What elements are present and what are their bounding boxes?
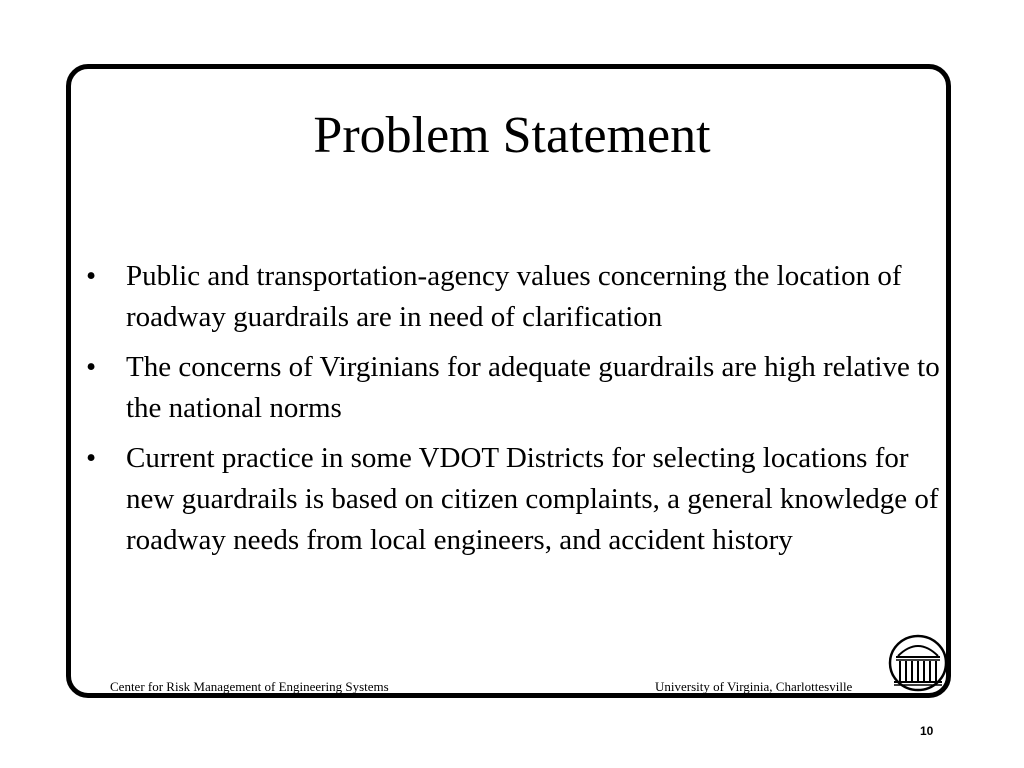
bullet-text: Current practice in some VDOT Districts for selecting locations for new guardrails is based on citizen complaints, a general knowledge of roadway needs from local engineers, and accident history (126, 442, 939, 556)
footer-university: University of Virginia, Charlottesville (655, 679, 853, 694)
rotunda-logo-icon (888, 634, 948, 692)
bullet-list (86, 256, 956, 570)
bullet-text: The concerns of Virginians for adequate guardrails are high relative to the national norms (126, 351, 940, 424)
footer-organization: Center for Risk Management of Engineering Systems (110, 679, 389, 694)
bullet-item (86, 347, 956, 429)
bullet-marker: • (86, 442, 97, 474)
bullet-item (86, 256, 956, 338)
bullet-marker: • (86, 351, 97, 383)
bullet-marker: • (86, 260, 97, 292)
bullet-text: Public and transportation-agency values concerning the location of roadway guardrails are in need of clarification (126, 260, 902, 333)
page-number: 10 (920, 724, 934, 738)
bullet-item (86, 438, 956, 561)
slide-title: Problem Statement (313, 107, 711, 164)
